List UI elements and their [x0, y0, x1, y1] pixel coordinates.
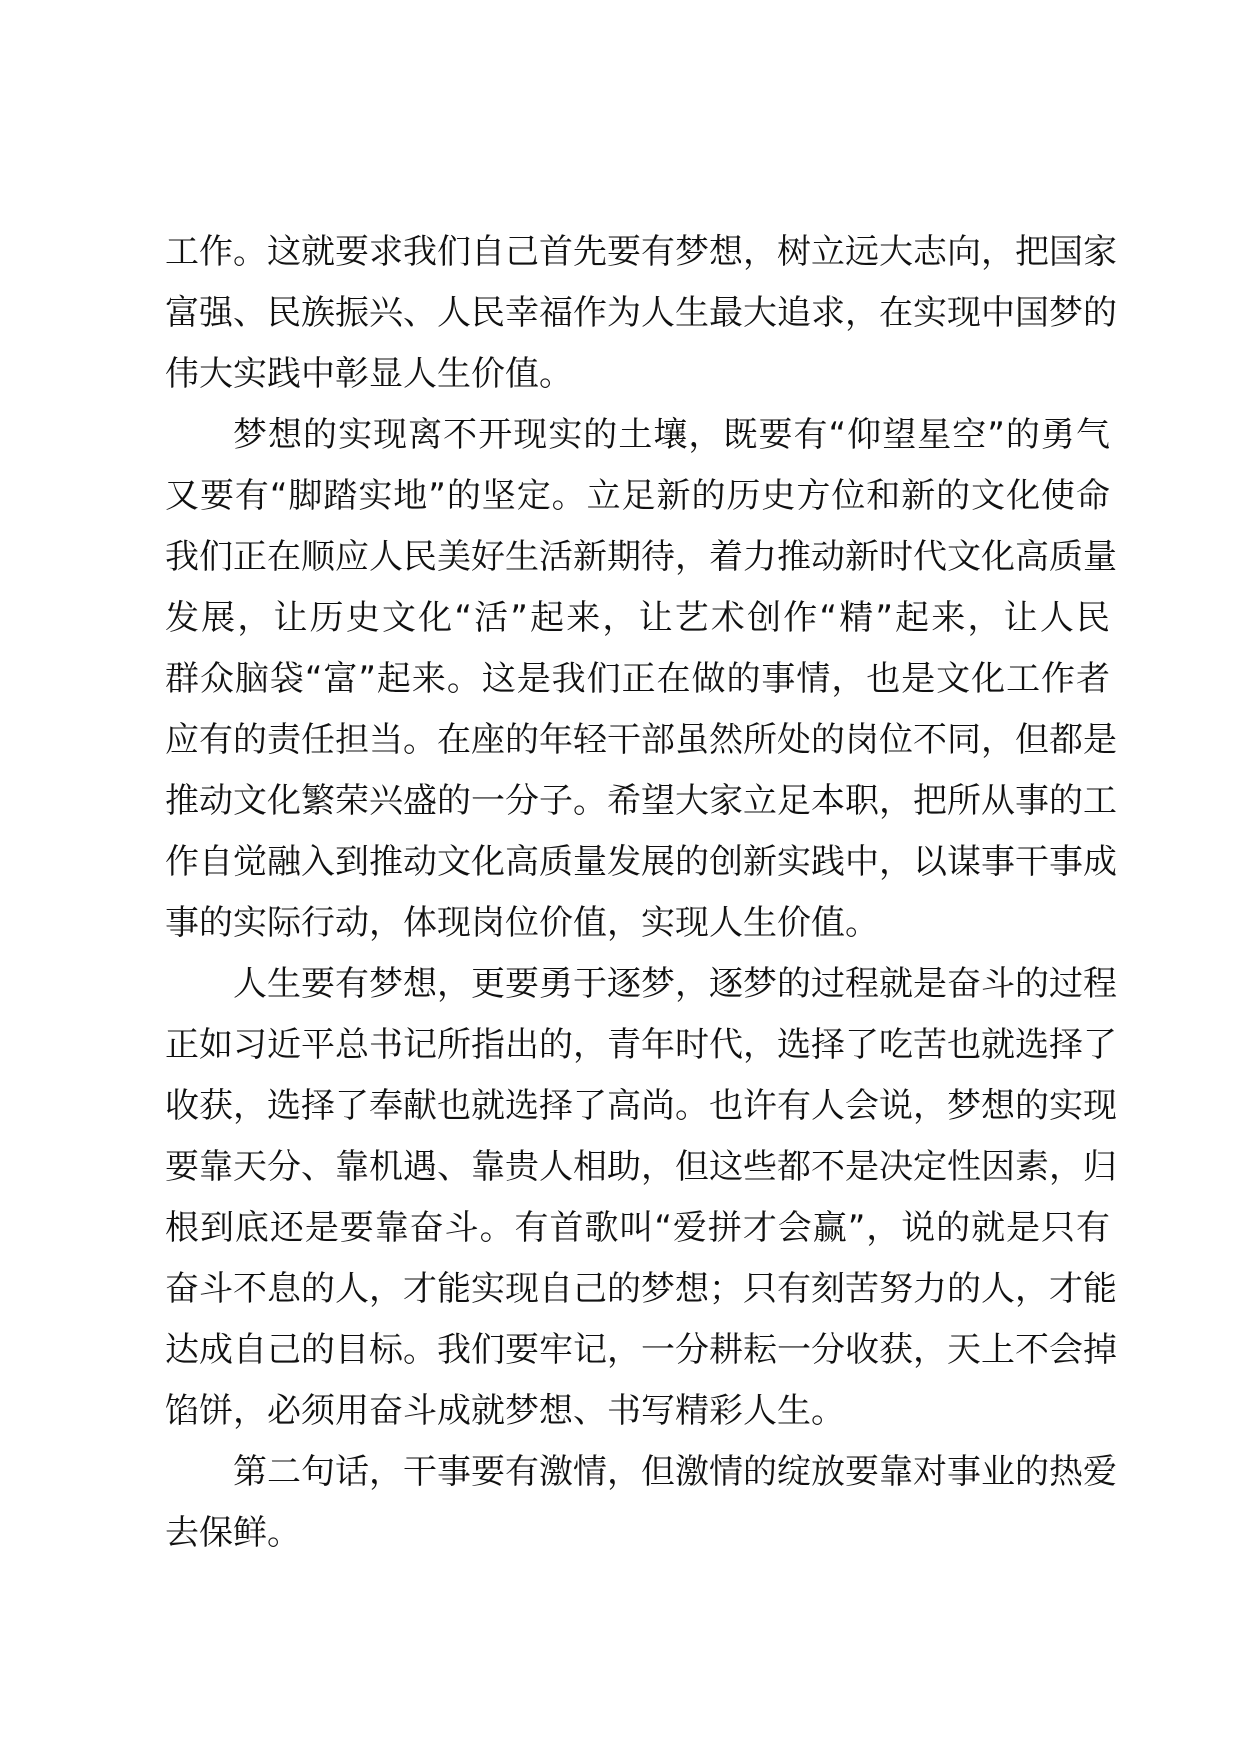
text-line: 我们正在顺应人民美好生活新期待，着力推动新时代文化高质量 — [165, 537, 1117, 577]
text-line: 达成自己的目标。我们要牢记，一分耕耘一分收获，天上不会掉 — [165, 1330, 1117, 1370]
text-line: 事的实际行动，体现岗位价值，实现人生价值。 — [165, 903, 879, 943]
paragraph-3 — [165, 954, 1117, 1442]
text-line: 根到底还是要靠奋斗。有首歌叫“爱拼才会赢”，说的就是只有 — [165, 1208, 1110, 1248]
text-line: 发展，让历史文化“活”起来，让艺术创作“精”起来，让人民 — [165, 598, 1110, 638]
paragraph-4 — [165, 1442, 1117, 1564]
text-line: 收获，选择了奉献也就选择了高尚。也许有人会说，梦想的实现 — [165, 1086, 1117, 1126]
paragraph-2 — [165, 405, 1117, 954]
text-line: 第二句话，干事要有激情，但激情的绽放要靠对事业的热爱 — [233, 1452, 1117, 1492]
text-line: 梦想的实现离不开现实的土壤，既要有“仰望星空”的勇气 — [233, 415, 1110, 455]
paragraph-1 — [165, 222, 1117, 405]
text-line: 去保鲜。 — [165, 1513, 301, 1553]
text-line: 应有的责任担当。在座的年轻干部虽然所处的岗位不同，但都是 — [165, 720, 1117, 760]
body-text — [165, 222, 1117, 1564]
text-line: 正如习近平总书记所指出的，青年时代，选择了吃苦也就选择了 — [165, 1025, 1117, 1065]
text-line: 推动文化繁荣兴盛的一分子。希望大家立足本职，把所从事的工 — [165, 781, 1117, 821]
text-line: 群众脑袋“富”起来。这是我们正在做的事情，也是文化工作者 — [165, 659, 1110, 699]
text-line: 奋斗不息的人，才能实现自己的梦想；只有刻苦努力的人，才能 — [165, 1269, 1117, 1309]
text-line: 伟大实践中彰显人生价值。 — [165, 354, 573, 394]
text-line: 要靠天分、靠机遇、靠贵人相助，但这些都不是决定性因素，归 — [165, 1147, 1117, 1187]
text-line: 又要有“脚踏实地”的坚定。立足新的历史方位和新的文化使命 — [165, 476, 1110, 516]
text-line: 富强、民族振兴、人民幸福作为人生最大追求，在实现中国梦的 — [165, 293, 1117, 333]
text-line: 作自觉融入到推动文化高质量发展的创新实践中，以谋事干事成 — [165, 842, 1117, 882]
text-line: 工作。这就要求我们自己首先要有梦想，树立远大志向，把国家 — [165, 232, 1117, 272]
text-line: 人生要有梦想，更要勇于逐梦，逐梦的过程就是奋斗的过程 — [233, 964, 1117, 1004]
text-line: 馅饼，必须用奋斗成就梦想、书写精彩人生。 — [165, 1391, 845, 1431]
